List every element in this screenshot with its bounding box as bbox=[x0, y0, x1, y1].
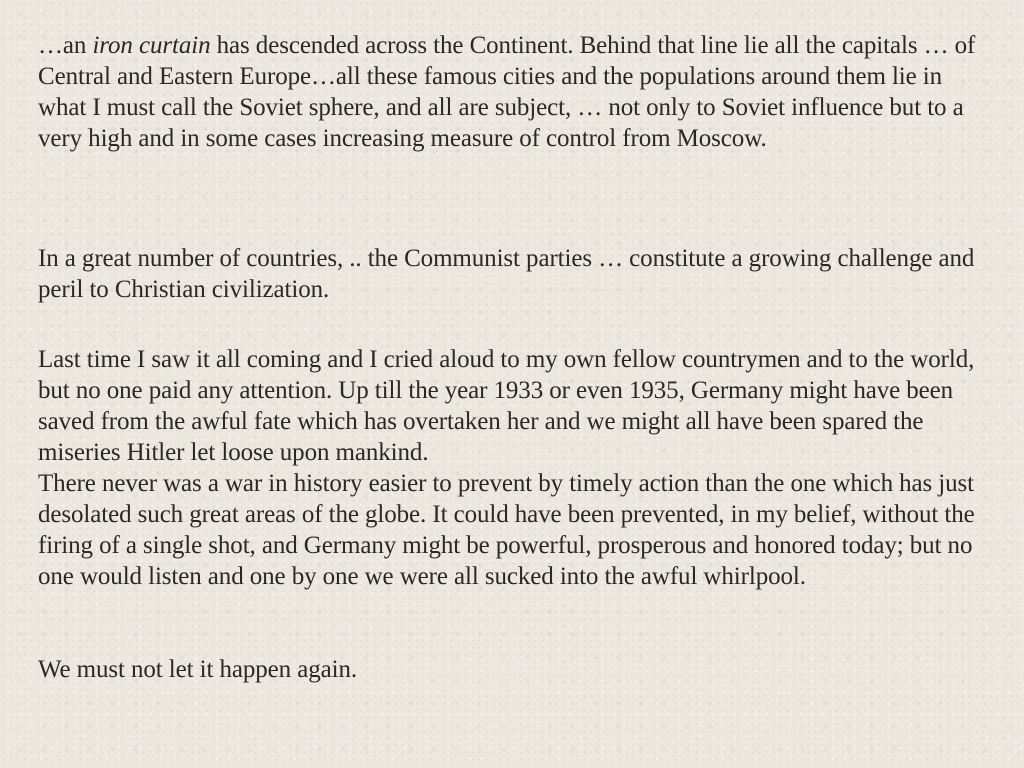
quote-lead: …an bbox=[38, 32, 93, 59]
iron-curtain-quote bbox=[38, 30, 988, 154]
quote-rest: has descended across the Continent. Behind that line lie all the capitals … of Central and Eastern Europe…all these famous cities and the populations around them lie in what I must call the Soviet sphere, and all are subject, … not only to Soviet influence but to a very high and in some cases increasing measure of control from Moscow. bbox=[38, 32, 976, 152]
paragraph-war-prevention: There never was a war in history easier to prevent by timely action than the one which has just desolated such great areas of the globe. It could have been prevented, in my belief, without the firing of a single shot, and Germany might be powerful, prosperous and honored today; but no one would listen and one by one we were all sucked into the awful whirlpool. bbox=[38, 470, 975, 590]
warning-quote bbox=[38, 344, 988, 592]
paragraph-communist-parties: In a great number of countries, .. the Communist parties … constitute a growing challenge and peril to Christian civilization. bbox=[38, 245, 975, 303]
closing-quote bbox=[38, 654, 988, 685]
paragraph-last-time: Last time I saw it all coming and I cried aloud to my own fellow countrymen and to the world, but no one paid any attention. Up till the year 1933 or even 1935, Germany might have been saved from the awful fate which has overtaken her and we might all have been spared the miseries Hitler let loose upon mankind. bbox=[38, 346, 975, 466]
quote-emphasis-iron-curtain: iron curtain bbox=[92, 32, 211, 59]
paragraph-iron-curtain bbox=[38, 30, 988, 154]
communist-parties-quote bbox=[38, 243, 988, 305]
paragraph-closing: We must not let it happen again. bbox=[38, 656, 358, 683]
